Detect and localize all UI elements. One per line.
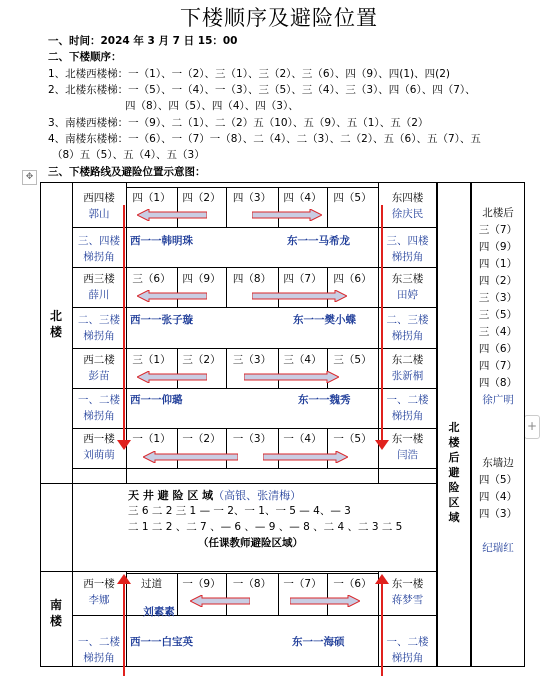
room: 四（6） [333,273,372,285]
back-list-frame [471,182,525,667]
right-arrow-icon [244,371,339,383]
east-floor3: 东三楼 [391,273,424,285]
duty-west: 西一一韩明珠 [130,235,193,247]
stair-corner-east: 一、二楼 [386,394,429,406]
room: 三（2） [182,354,221,366]
page-title: 下楼顺序及避险位置 [180,6,378,30]
south-east-route-arrowhead-icon [375,574,389,584]
south-west-floor1: 西一楼 [83,578,115,590]
left-arrow-icon [143,451,238,463]
courtyard-line-2: 二 1 二 2 、二 7 、— 6 、— 9 、— 8 、二 4 、二 3 二 5 [128,521,403,533]
right-arrow-icon [290,595,360,607]
courtyard-note: （任课教师避险区域） [198,537,303,549]
room: 四（5） [333,192,372,204]
order-line-1: 1、北楼西楼梯：一（1）、一（2）、三（1）、三（2）、三（6）、四（9）、四(1)、四(2) [48,68,451,80]
duty-west: 西一一张子璇 [130,314,193,326]
east-wall-item: 四（5） [478,474,518,486]
order-line-3: 3、南楼西楼梯：一（9）、二（1）、二（2）五（10）、五（9）、五（1）、五（2） [48,117,429,129]
north-back-zone-label: 北 楼 后 避 险 区 域 [448,421,460,524]
room: 四（7） [283,273,322,285]
west-floor3: 西三楼 [83,273,115,285]
west-floor2-teacher: 彭苗 [88,370,110,382]
stair-corner-east: 二、三楼 [386,314,429,326]
east-route-arrowhead-icon [375,440,389,450]
stair-corner-west: 二、三楼 [78,314,120,326]
room: 三（3） [232,354,272,366]
room: 四（3） [232,192,272,204]
back-list-teacher: 徐广明 [482,394,514,406]
route-header: 三、下楼路线及避险位置示意图： [48,166,206,178]
stair-corner-west: 一、二楼 [78,394,120,406]
room: 一（6） [333,578,372,590]
order-line-4: 4、南楼东楼梯：一（6）、一（7）一（8）、二（4）、二（3）、二（2）、五（6）、五（7）、五 [48,133,481,145]
courtyard-line-1: 三 6 二 2 三 1 — 一 2、一 1、一 5 — 4、— 3 [128,505,351,517]
room: 四（2） [182,192,221,204]
room: 一（1） [132,433,171,445]
duty-east: 东一一樊小蝶 [293,314,356,326]
passage-label: 过道 [141,578,162,590]
right-arrow-icon [252,290,347,302]
west-floor3-teacher: 薛川 [88,289,110,301]
east-route-line [381,205,383,445]
room: 一（8） [232,578,272,590]
left-arrow-icon [190,595,250,607]
room: 四（4） [283,192,322,204]
west-floor1: 西一楼 [83,433,115,445]
south-west-route-line [123,580,125,676]
east-wall-teacher: 纪瑞红 [482,542,514,554]
stair-corner-east-2: 梯拐角 [391,251,424,263]
stair-corner-west-2: 梯拐角 [83,652,115,664]
order-line-4b: （8）五（5）、五（4）、五（3） [52,149,205,161]
east-wall-item: 四（3） [478,508,518,520]
right-arrow-icon [252,209,322,221]
east-floor4: 东四楼 [391,192,424,204]
stair-corner-east: 一、二楼 [386,636,429,648]
south-east-teacher: 蒋梦雪 [391,594,424,606]
left-arrow-icon [137,371,207,383]
back-list-item: 四（8） [478,377,518,389]
room: 一（4） [283,433,322,445]
east-floor2-teacher: 张新桐 [391,370,424,382]
table-move-handle-icon[interactable]: ✥ [22,170,37,185]
room: 一（9） [182,578,221,590]
west-floor4-teacher: 郭山 [88,208,110,220]
add-column-icon[interactable]: + [524,415,540,439]
courtyard-title: 天 井 避 险 区 域（高银、张清梅） [128,489,302,502]
back-list-item: 三（4） [478,326,518,338]
room: 一（3） [232,433,272,445]
west-floor2: 西二楼 [83,354,115,366]
stair-corner-west: 一、二楼 [78,636,120,648]
room: 三（1） [132,354,171,366]
back-list-item: 四（6） [478,343,518,355]
back-list-item: 四（2） [478,275,518,287]
west-route-line [123,205,125,445]
south-west-route-arrowhead-icon [117,574,131,584]
order-line-2: 2、北楼东楼梯：一（5）、一（4）、一（3）、三（5）、三（4）、三（3）、四（6）、四（7）、 [48,84,476,96]
room: 三（6） [132,273,171,285]
room: 三（5） [333,354,372,366]
back-list-header: 北楼后 [482,207,514,219]
stair-corner-west-2: 梯拐角 [83,251,115,263]
back-list-item: 四（9） [478,241,518,253]
duty-east: 东一一魏秀 [298,394,351,406]
stair-corner-east-2: 梯拐角 [391,652,424,664]
east-wall-item: 四（4） [478,491,518,503]
stair-corner-west-2: 梯拐角 [83,330,115,342]
left-arrow-icon [137,209,207,221]
stair-corner-west-2: 梯拐角 [83,410,115,422]
stair-corner-east-2: 梯拐角 [391,330,424,342]
stair-corner-west: 三、四楼 [78,235,120,247]
room: 一（7） [283,578,322,590]
south-west-teacher: 李娜 [88,594,110,606]
passage-teacher: 刘素素 [143,606,175,618]
left-arrow-icon [137,290,207,302]
north-building-label: 北 楼 [49,309,62,339]
back-list-item: 四（7） [478,360,518,372]
room: 四（1） [132,192,171,204]
order-header: 二、下楼顺序： [48,51,122,63]
back-list-item: 三（5） [478,309,518,321]
back-list-item: 三（7） [478,224,518,236]
duty-west: 西一一仰璐 [130,394,183,406]
stair-corner-east-2: 梯拐角 [391,410,424,422]
south-east-floor1: 东一楼 [391,578,424,590]
back-list-item: 三（3） [478,292,518,304]
south-building-label: 南 楼 [49,598,62,628]
east-floor3-teacher: 田婷 [397,289,418,301]
room: 三（4） [283,354,322,366]
time-line: 一、时间：2024 年 3 月 7 日 15：00 [48,35,238,47]
west-floor4: 西四楼 [83,192,115,204]
room: 一（2） [182,433,221,445]
west-floor1-teacher: 刘萌萌 [83,449,115,461]
west-route-arrowhead-icon [117,440,131,450]
east-wall-header: 东墙边 [482,457,514,469]
duty-west: 西一一白宝英 [130,636,193,648]
south-east-route-line [381,580,383,676]
east-floor1-teacher: 闫浩 [397,449,418,461]
order-line-2b: 四（8）、四（5）、四（4）、四（3）、 [125,100,299,112]
room: 一（5） [333,433,372,445]
room: 四（9） [182,273,221,285]
east-floor2: 东二楼 [391,354,424,366]
room: 四（8） [232,273,272,285]
back-list-item: 四（1） [478,258,518,270]
right-arrow-icon [263,451,348,463]
east-floor4-teacher: 徐庆民 [391,208,424,220]
east-floor1: 东一楼 [391,433,424,445]
stair-corner-east: 三、四楼 [386,235,429,247]
duty-east: 东一一马希龙 [287,235,350,247]
duty-east: 东一一海硕 [292,636,345,648]
